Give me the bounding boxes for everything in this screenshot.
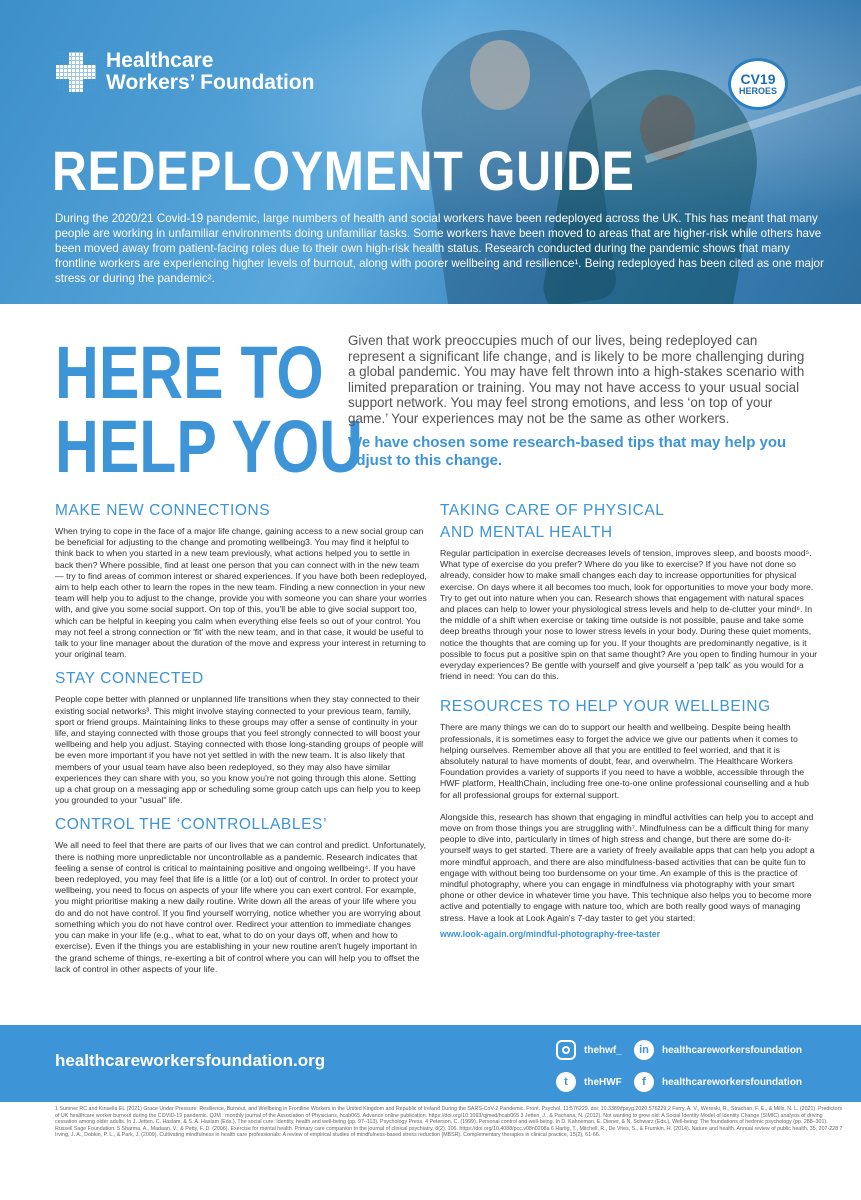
facebook-handle: healthcareworkersfoundation [662,1076,803,1088]
help-title [55,331,363,488]
section-body-2: Alongside this, research has shown that engaging in mindful activities can help you to accept and move on from those things you are struggling with⁷. Mindfulness can be a difficult thing for many people to dive into, particularly in times of high stress and change, but there are some do-it-yourself ways to get started. There are a variety of freely available apps that can help you adopt a more mindful approach, and there are also mindfulness-based activities that can be quite fun to engage with without being too burdensome on your time. An example of this is the practice of mindful photography, where you can engage in mindfulness via photography with your smart phone or other device in whatever time you have. This technique also helps you to become more active and potentially to engage with nature too, which are both really good ways of managing stress. Have a look at Look Again's 7-day taster to get you started: [440,811,815,923]
right-column [440,500,820,950]
instagram-icon [556,1040,576,1060]
left-column [55,500,427,983]
section-body: Regular participation in exercise decreases levels of tension, improves sleep, and boosts mood⁵. What type of exercise do you prefer? Where do you like to exercise? If you have not done so already, consider how to make small changes each day to increase opportunities for physical exercise. On days where it all becomes too much, look for opportunities to move your body more. Try to get out into nature when you can. Research shows that engagement with natural spaces and places can help to lower your physiological stress levels and help to de-clutter your mind⁶. In the middle of a shift when exercise or taking time outside is not possible, pause and take some deep breaths through your nose to lower stress levels in your body. During these quiet moments, notice the thoughts that are coming up for you. If your thoughts are predominantly negative, is it possible to focus put a positive spin on that same thought? Are you open to finding humour in your everyday experiences? Be gentle with yourself and give yourself a 'pep talk' as you would for a friend in need: You can do this. [440,548,818,682]
twitter-icon: t [556,1072,576,1092]
heading-line-1: TAKING CARE OF PHYSICAL [440,502,665,519]
page-title: REDEPLOYMENT GUIDE [52,139,635,202]
section-heading: RESOURCES TO HELP YOUR WELLBEING [440,698,771,716]
help-tip: We have chosen some research-based tips that may help you adjust to this change. [348,434,787,469]
section-resources [440,696,820,941]
badge-line-1: CV19 [740,71,776,87]
section-body: When trying to cope in the face of a major life change, gaining access to a new social group can be beneficial for adjusting to the change and promoting wellbeing3. You may find it helpful to think back to when you started in a new team previously, what actions helped you to settle in back then? Where possible, find at least one person that you can connect with in the new team — try to find areas of common interest or shared experiences. If you have both been redeployed, aim to help each other to learn the ropes in the new team. Finding a new connection in your new team will help you to adjust to the change, provide you with someone you can share your worries with, and give you some social support. On top of this, you'll be able to give social support too, which can be helpful in keeping you calm when everything else feels so out of your control. You may not feel a strong connection or 'fit' with the new team, and in that case, it would be useful to talk to your line manager about the duration of the move and express your interest in returning to your original team. [55,526,427,660]
help-lede: Given that work preoccupies much of our lives, being redeployed can represent a significant life change, and is likely to be more challenging during a global pandemic. You may have felt thrown into a high-stakes scenario with limited preparation or training. You may not have access to your usual social support network. You may feel strong emotions, and less ‘on top of your game.’ Your experiences may not be the same as other workers. [348,333,805,426]
website-link[interactable]: healthcareworkersfoundation.org [55,1051,326,1070]
section-body: People cope better with planned or unplanned life transitions when they stay connected to their existing social networks³. This might involve staying connected to your previous team, family, sport or friend groups. Maintaining links to these groups may offer a sense of continuity in your life, and staying connected with those groups that you feel strongly connected to will boost your wellbeing and help you adjust. Staying connected with those long-standing groups of people will be even more important if you have not yet settled in with the new team. It is also likely that members of your usual team have also been redeployed, so they may also have similar experiences they can share with you, so you know you're not going through this alone. Setting up a chat group on a messaging app or scheduling some group catch ups can help you to keep you grounded to your "usual" life. [55,694,424,806]
linkedin-icon: in [634,1040,654,1060]
hwf-cross-icon [56,52,96,92]
section-heading: CONTROL THE ‘CONTROLLABLES’ [55,816,328,834]
logo-line-2: Workers’ Foundation [106,71,315,94]
section-control-the-controllables [55,814,427,974]
cv19-heroes-badge [728,58,788,110]
logo-wordmark [106,50,314,94]
heading-line-2: AND MENTAL HEALTH [440,524,613,541]
section-make-new-connections [55,500,427,660]
section-body-1: There are many things we can do to support our health and wellbeing. Despite being health professionals, it is sometimes easy to forget the advice we give our patients when it comes to helping ourselves. Remember above all that you are entitled to feel worried, and that it is absolutely natural to have moments of doubt, fear, and overwhelm. The Healthcare Workers Foundation provides a variety of supports if you need to have a wobble, accessible through the HWF platform, HealthChain, including free one-to-one online professional counselling and a hub for all professional groups for external support. [440,722,809,800]
linkedin-link[interactable] [634,1040,802,1060]
linkedin-handle: healthcareworkersfoundation [662,1044,803,1056]
instagram-handle: thehwf_ [584,1044,622,1056]
section-heading [440,500,820,544]
hero-photo-head-1 [470,40,530,110]
section-heading: MAKE NEW CONNECTIONS [55,502,271,519]
hero-banner [0,0,861,304]
twitter-link[interactable] [556,1072,622,1092]
help-title-line-2: HELP YOU [55,405,363,488]
twitter-handle: theHWF [584,1076,622,1088]
hwf-logo[interactable] [56,50,314,94]
facebook-icon: f [634,1072,654,1092]
facebook-link[interactable] [634,1072,802,1092]
section-physical-mental-health [440,500,820,682]
logo-line-1: Healthcare [106,49,214,72]
hero-intro: During the 2020/21 Covid-19 pandemic, large numbers of health and social workers have been redeployed across the UK. This has meant that many people are working in unfamiliar environments doing unfamiliar tasks. Some workers have been moved to areas that are higher-risk while others have been moved away from patient-facing roles due to their own high-risk health status. Research conducted during the pandemic shows that many frontline workers are experiencing higher levels of burnout, along with poorer wellbeing and resilience¹. Being redeployed has been cited as one major stress or during the pandemic². [55,212,824,285]
section-heading: STAY CONNECTED [55,670,204,688]
instagram-link[interactable] [556,1040,622,1060]
mindful-photography-link[interactable]: www.look-again.org/mindful-photography-free-taster [440,928,661,939]
footer-bar [0,1025,861,1102]
section-body: We all need to feel that there are parts of our lives that we can control and predict. Unfortunately, there is nothing more unpredictable nor uncontrollable as a pandemic. Research indicates that feeling a sense of control is critical to maintaining positive and ongoing wellbeing⁴. If you have been redeployed, you may feel that life is a little (or a lot) out of control. In order to protect your wellbeing, you need to focus on aspects of your life where you can exert control. For example, you might prioritise making a new daily routine. Write down all the areas of your life where you do and do not have control. If you find yourself worrying, notice whether you are worrying about something which you do not have control over. Redirect your attention to immediate changes you can make in your life (e.g., what to eat, what to do on your days off, when and how to exercise). Even if the things you are establishing in your new routine aren't hugely important in the grand scheme of things, re-exerting a bit of control where you can will help you to offset the lack of control in other aspects of your life. [55,840,427,974]
references: 1 Sumner RC and Kinsella EL (2021) Grace Under Pressure: Resilience, Burnout, and Wellbeing in Frontline Workers in the United Kingdom and Republic of Ireland During the SARS-CoV-2 Pandemic. Front. Psychol. 11:576229. doi: 10.3389/fpsyg.2020.576229 2 Ferry, A. V., Wereski, R., Strachan, F. E., & Mills, N. L. (2021). Predictors of UK healthcare worker burnout during the COVID-19 pandemic. QJM : monthly journal of the Association of Physicians, hcab065. Advance online publication. https://doi.org/10.1093/qjmed/hcab065 3 Jetten, J., & Pachana, N. (2012). Not wanting to grow old: A Social Identity Model of Identity Change (SIMIC) analysis of driving cessation among older adults. In J. Jetten, C. Haslam, & S. A. Haslam (Eds.), The social cure: Identity, health and well-being (pp. 97–113). Psychology Press. 4 Peterson, C. (1999). Personal control and well-being. In D. Kahneman, E. Diener, & N. Schwarz (Eds.), Well-being: The foundations of hedonic psychology (pp. 288–301). Russell Sage Foundation. 5 Sharma, A., Madaan, V., & Petty, F. D. (2006). Exercise for mental health. Primary care companion to the journal of clinical psychiatry, 8(2), 106. https://doi.org/10.4088/pcc.v08n0208a 6 Hartig, T., Mitchell, R., De Vries, S., & Frumkin, H. (2014). Nature and health. Annual review of public health, 35, 207-228 7 Irving, J. A., Dobkin, P. L., & Park, J. (2009). Cultivating mindfulness in health care professionals: A review of empirical studies of mindfulness-based stress reduction (MBSR). Complementary therapies in clinical practice, 15(2), 61-66. [55,1106,843,1139]
section-stay-connected [55,668,427,806]
help-title-line-1: HERE TO [55,331,324,414]
badge-line-2: HEROES [738,86,777,96]
